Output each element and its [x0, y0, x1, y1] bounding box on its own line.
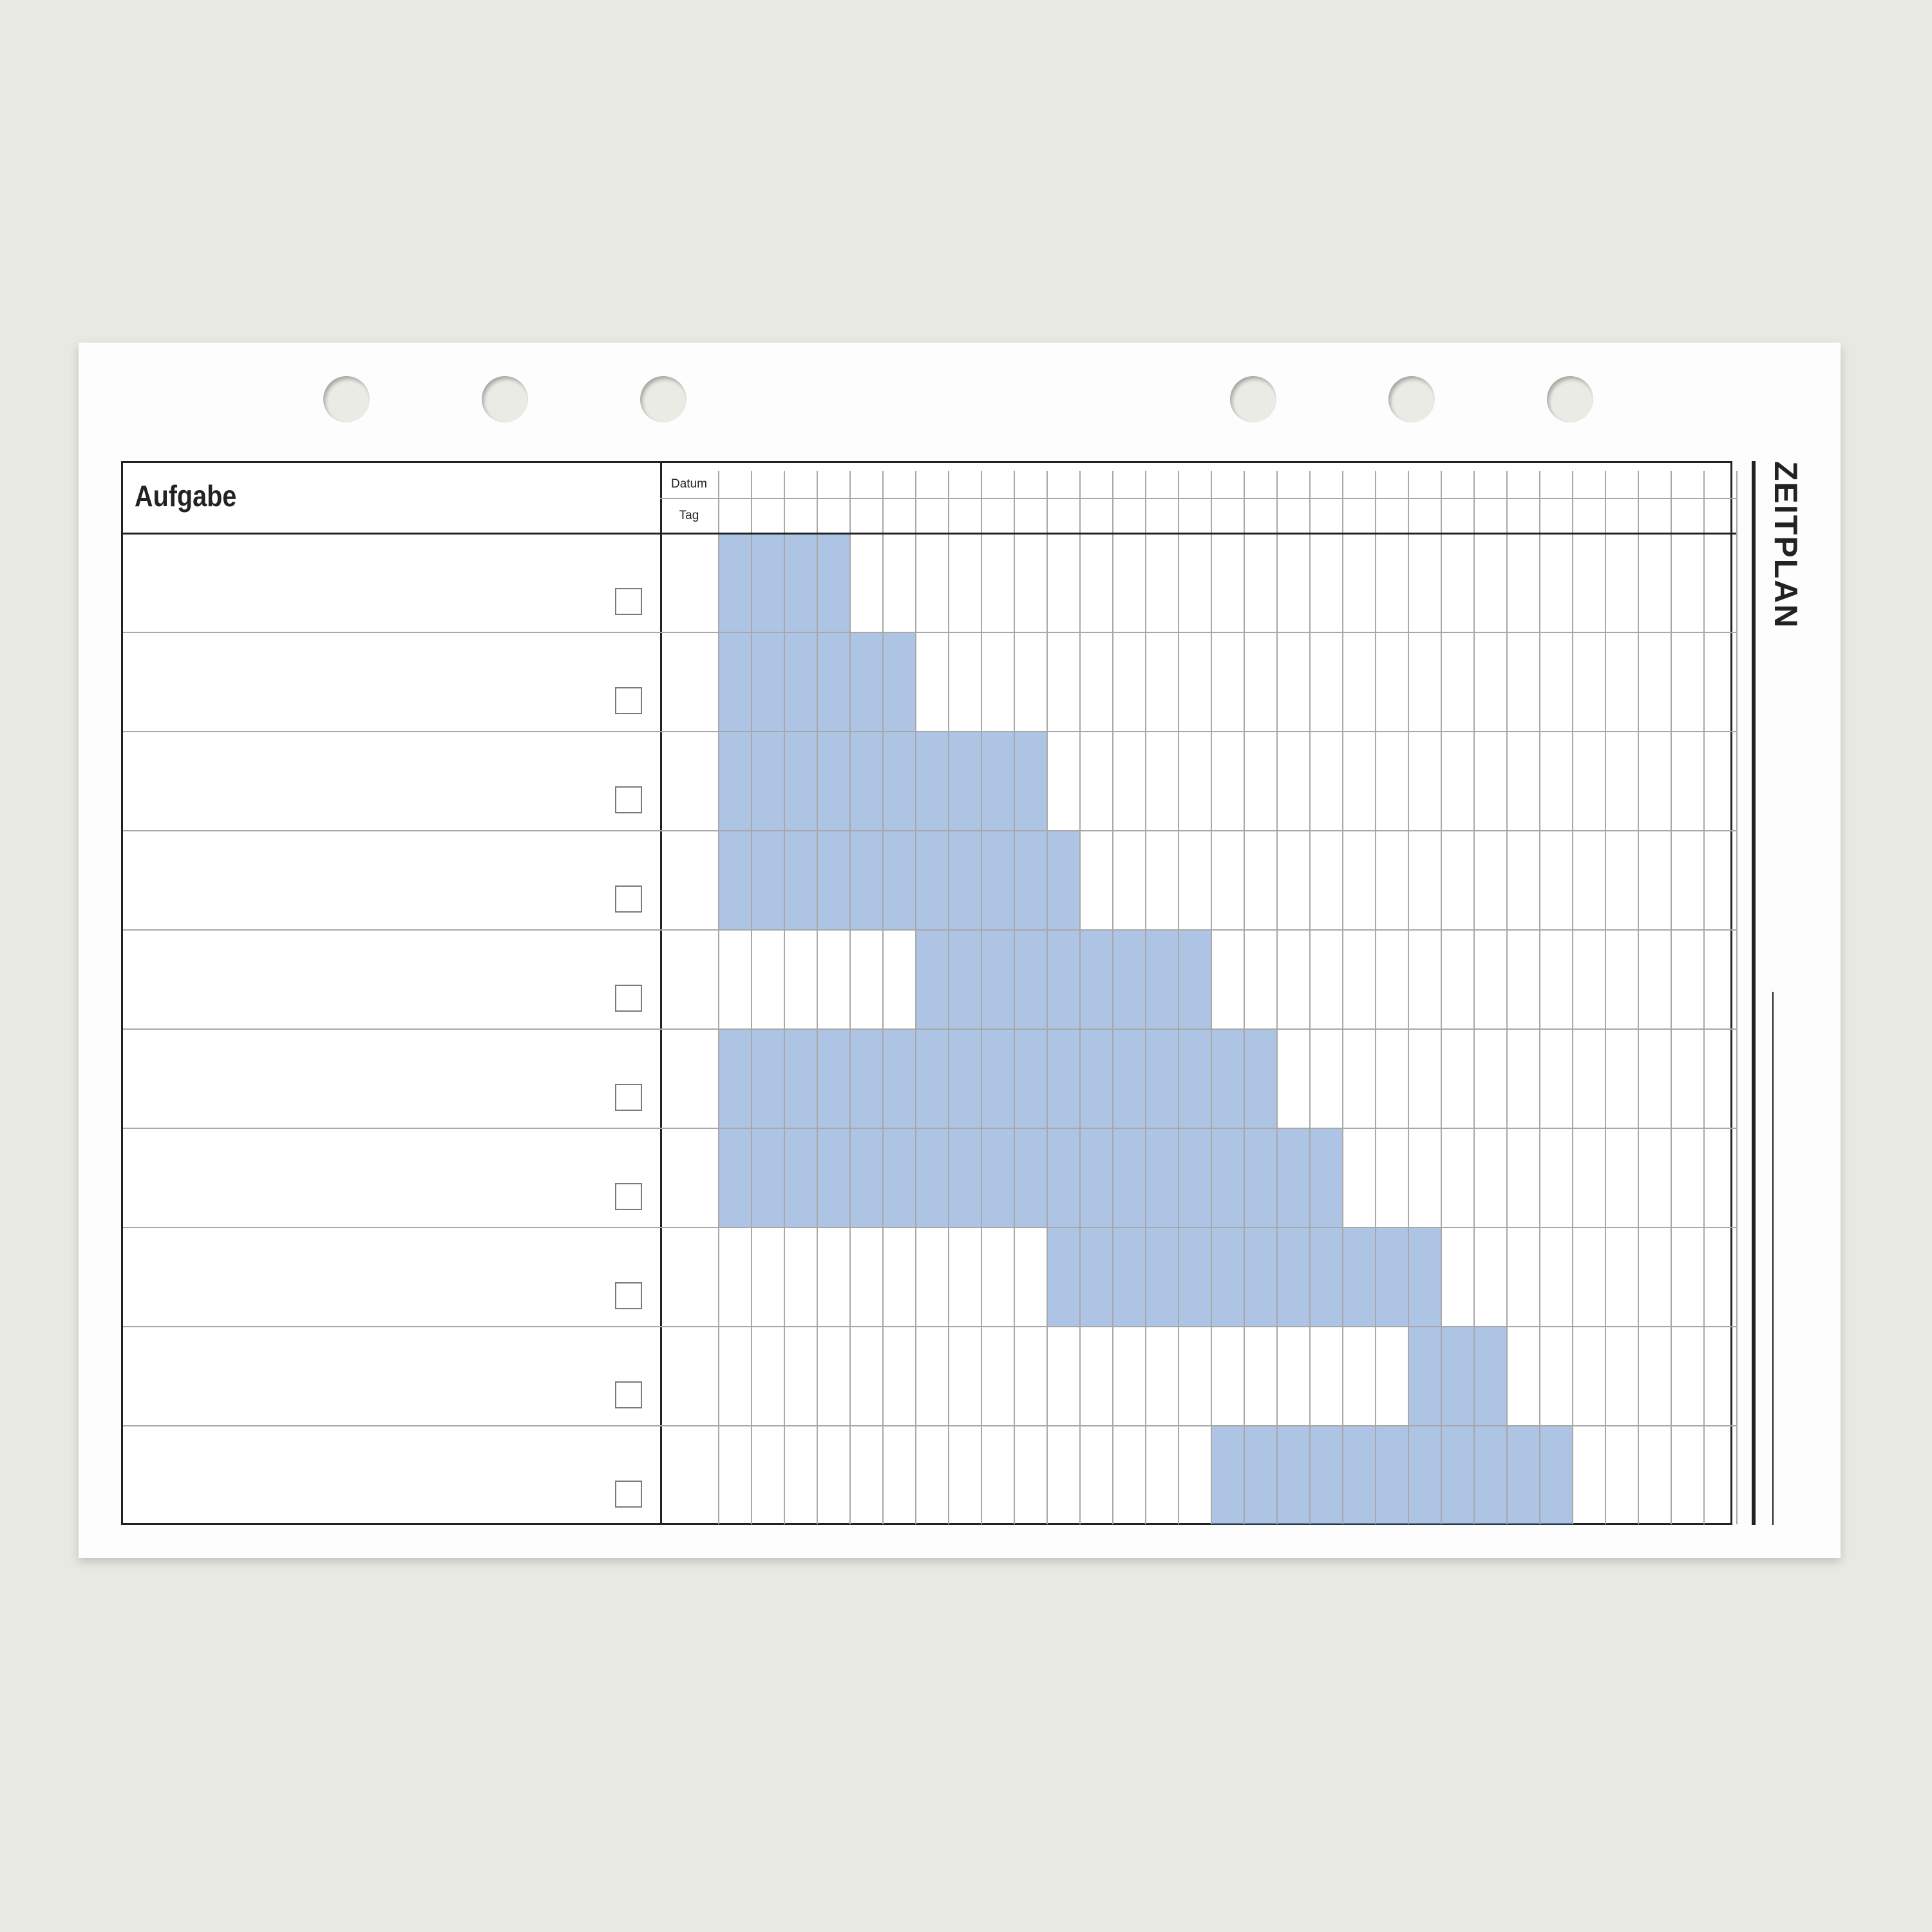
day-number — [784, 463, 817, 499]
day-number — [1375, 463, 1408, 499]
task-checkbox[interactable] — [615, 588, 642, 615]
side-rule-thick — [1752, 461, 1756, 1525]
side-rule-thin — [1772, 992, 1774, 1525]
header-bottom-line — [123, 533, 1736, 535]
grid-column-line — [882, 471, 884, 1524]
grid-column-line — [1178, 471, 1179, 1524]
task-bar — [718, 1128, 1343, 1227]
grid-row-line — [123, 731, 1736, 732]
day-number — [1112, 463, 1145, 499]
day-number — [1178, 463, 1211, 499]
grid-column-line — [1112, 471, 1113, 1524]
grid-column-line — [1276, 471, 1278, 1524]
grid-column-line — [1671, 471, 1672, 1524]
grid-column-line — [1605, 471, 1606, 1524]
task-checkbox[interactable] — [615, 1381, 642, 1408]
grid-column-line — [1244, 471, 1245, 1524]
grid-row-line — [123, 1128, 1736, 1129]
punch-hole — [323, 376, 370, 422]
grid-column-line — [1572, 471, 1573, 1524]
grid-column-line — [817, 471, 818, 1524]
day-number — [1539, 463, 1572, 499]
day-number — [1441, 463, 1473, 499]
task-bar — [1211, 1425, 1573, 1524]
day-number — [1276, 463, 1309, 499]
task-checkbox[interactable] — [615, 1282, 642, 1309]
punch-hole — [1230, 376, 1276, 422]
task-column-header: Aufgabe — [135, 479, 237, 513]
day-number — [1506, 463, 1539, 499]
day-number — [915, 463, 948, 499]
day-number — [1342, 463, 1375, 499]
grid-column-line — [1309, 471, 1311, 1524]
day-number — [1408, 463, 1441, 499]
task-bar — [718, 830, 1081, 929]
day-number — [1014, 463, 1046, 499]
grid-column-line — [1145, 471, 1146, 1524]
day-number — [948, 463, 981, 499]
grid-column-line — [1014, 471, 1015, 1524]
grid-row-line — [123, 1227, 1736, 1228]
task-checkbox[interactable] — [615, 687, 642, 714]
task-checkbox[interactable] — [615, 1084, 642, 1111]
grid-column-line — [1539, 471, 1540, 1524]
day-number — [817, 463, 849, 499]
date-label: Datum — [671, 477, 707, 491]
grid-row-line — [123, 929, 1736, 931]
task-checkbox[interactable] — [615, 1183, 642, 1210]
day-number — [1572, 463, 1605, 499]
grid-column-line — [1441, 471, 1442, 1524]
grid-column-line — [1375, 471, 1376, 1524]
grid-column-line — [1473, 471, 1475, 1524]
punch-hole — [482, 376, 528, 422]
task-checkbox[interactable] — [615, 985, 642, 1012]
day-number — [849, 463, 882, 499]
day-number — [1703, 463, 1736, 499]
grid-row-line — [123, 632, 1736, 633]
grid-column-line — [948, 471, 949, 1524]
day-number — [1473, 463, 1506, 499]
task-bar — [718, 1028, 1278, 1128]
task-checkbox[interactable] — [615, 886, 642, 913]
grid-column-line — [1046, 471, 1048, 1524]
day-number — [751, 463, 784, 499]
grid-column-line — [849, 471, 851, 1524]
punch-hole — [640, 376, 687, 422]
side-title: ZEITPLAN — [1768, 461, 1804, 629]
task-column-divider — [660, 463, 662, 1524]
punch-hole — [1547, 376, 1593, 422]
day-number — [1309, 463, 1342, 499]
day-label: Tag — [679, 509, 699, 522]
grid-column-line — [1342, 471, 1343, 1524]
grid-column-line — [1638, 471, 1639, 1524]
day-number — [1079, 463, 1112, 499]
grid-column-line — [1408, 471, 1409, 1524]
grid-row-line — [123, 1425, 1736, 1426]
day-number — [1145, 463, 1178, 499]
grid-column-line — [981, 471, 982, 1524]
punch-hole — [1388, 376, 1435, 422]
grid-column-line — [1736, 471, 1738, 1524]
day-number — [1671, 463, 1703, 499]
grid-column-line — [1703, 471, 1705, 1524]
day-number — [1211, 463, 1244, 499]
grid-column-line — [915, 471, 916, 1524]
day-number — [718, 463, 751, 499]
grid-column-line — [1506, 471, 1508, 1524]
grid-column-line — [1211, 471, 1212, 1524]
grid-row-line — [123, 1028, 1736, 1030]
grid-column-line — [1079, 471, 1081, 1524]
day-number — [981, 463, 1014, 499]
day-number — [1244, 463, 1276, 499]
day-number — [1046, 463, 1079, 499]
grid-column-line — [751, 471, 752, 1524]
task-checkbox[interactable] — [615, 786, 642, 813]
schedule-grid — [121, 461, 1732, 1525]
day-number — [1605, 463, 1638, 499]
day-number — [882, 463, 915, 499]
grid-column-line — [718, 471, 719, 1524]
task-bar — [1408, 1326, 1508, 1425]
grid-row-line — [123, 1326, 1736, 1327]
grid-column-line — [784, 471, 785, 1524]
task-bar — [915, 929, 1212, 1028]
grid-row-line — [123, 830, 1736, 831]
task-checkbox[interactable] — [615, 1481, 642, 1508]
day-number — [1638, 463, 1671, 499]
